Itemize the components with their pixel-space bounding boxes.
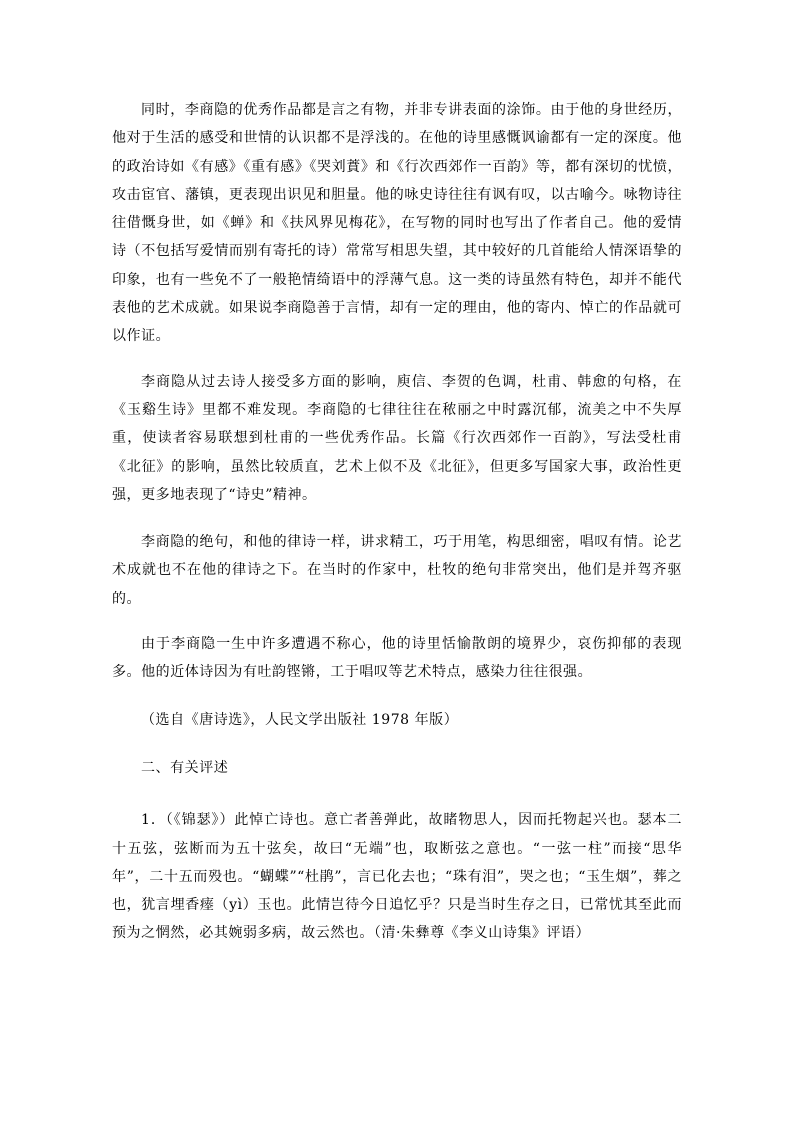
body-paragraph-1: 同时，李商隐的优秀作品都是言之有物，并非专讲表面的涂饰。由于他的身世经历，他对于生活的感受和世情的认识都不是浮浅的。在他的诗里感慨讽谕都有一定的深度。他的政治诗如《有感》《重有感》《哭刘蕡》和《行次西郊作一百韵》等，都有深切的忧愤，攻击宦官、藩镇，更表现出识见和胆量。他的咏史诗往往有讽有叹，以古喻今。咏物诗往往借慨身世，如《蝉》和《扶风界见梅花》，在写物的同时也写出了作者自己。他的爱情诗（不包括写爱情而别有寄托的诗）常常写相思失望，其中较好的几首能给人情深语挚的印象，也有一些免不了一般艳情绮语中的浮薄气息。这一类的诗虽然有特色，却并不能代表他的艺术成就。如果说李商隐善于言情，却有一定的理由，他的寄内、悼亡的作品就可以作证。: [112, 102, 682, 345]
body-paragraph-4: 由于李商隐一生中许多遭遇不称心，他的诗里恬愉散朗的境界少，哀伤抑郁的表现多。他的近体诗因为有吐韵铿锵，工于唱叹等艺术特点，感染力往往很强。: [112, 636, 682, 681]
section-heading: 二、有关评述: [141, 759, 229, 776]
commentary-item-1: 1．（《锦瑟》）此悼亡诗也。意亡者善弹此，故睹物思人，因而托物起兴也。瑟本二十五弦，弦断而为五十弦矣，故曰“无端”也，取断弦之意也。“一弦一柱”而接“思华年”，二十五而殁也。“蝴蝶”“杜鹃”，言已化去也；“珠有泪”，哭之也；“玉生烟”，葬之也，犹言埋香瘗（yì）玉也。此情岂待今日追忆乎？只是当时生存之日，已常忧其至此而预为之惘然，必其婉弱多病，故云然也。（清·朱彝尊《李义山诗集》评语）: [112, 812, 682, 942]
source-note: （选自《唐诗选》，人民文学出版社 1978 年版）: [141, 711, 459, 728]
body-paragraph-3: 李商隐的绝句，和他的律诗一样，讲求精工，巧于用笔，构思细密，唱叹有情。论艺术成就也不在他的律诗之下。在当时的作家中，杜牧的绝句非常突出，他们是并驾齐驱的。: [112, 534, 682, 607]
body-paragraph-2: 李商隐从过去诗人接受多方面的影响，庾信、李贺的色调，杜甫、韩愈的句格，在《玉谿生诗》里都不难发现。李商隐的七律往往在秾丽之中时露沉郁，流美之中不失厚重，使读者容易联想到杜甫的一些优秀作品。长篇《行次西郊作一百韵》，写法受杜甫《北征》的影响，虽然比较质直，艺术上似不及《北征》，但更多写国家大事，政治性更强，更多地表现了“诗史”精神。: [112, 373, 682, 503]
